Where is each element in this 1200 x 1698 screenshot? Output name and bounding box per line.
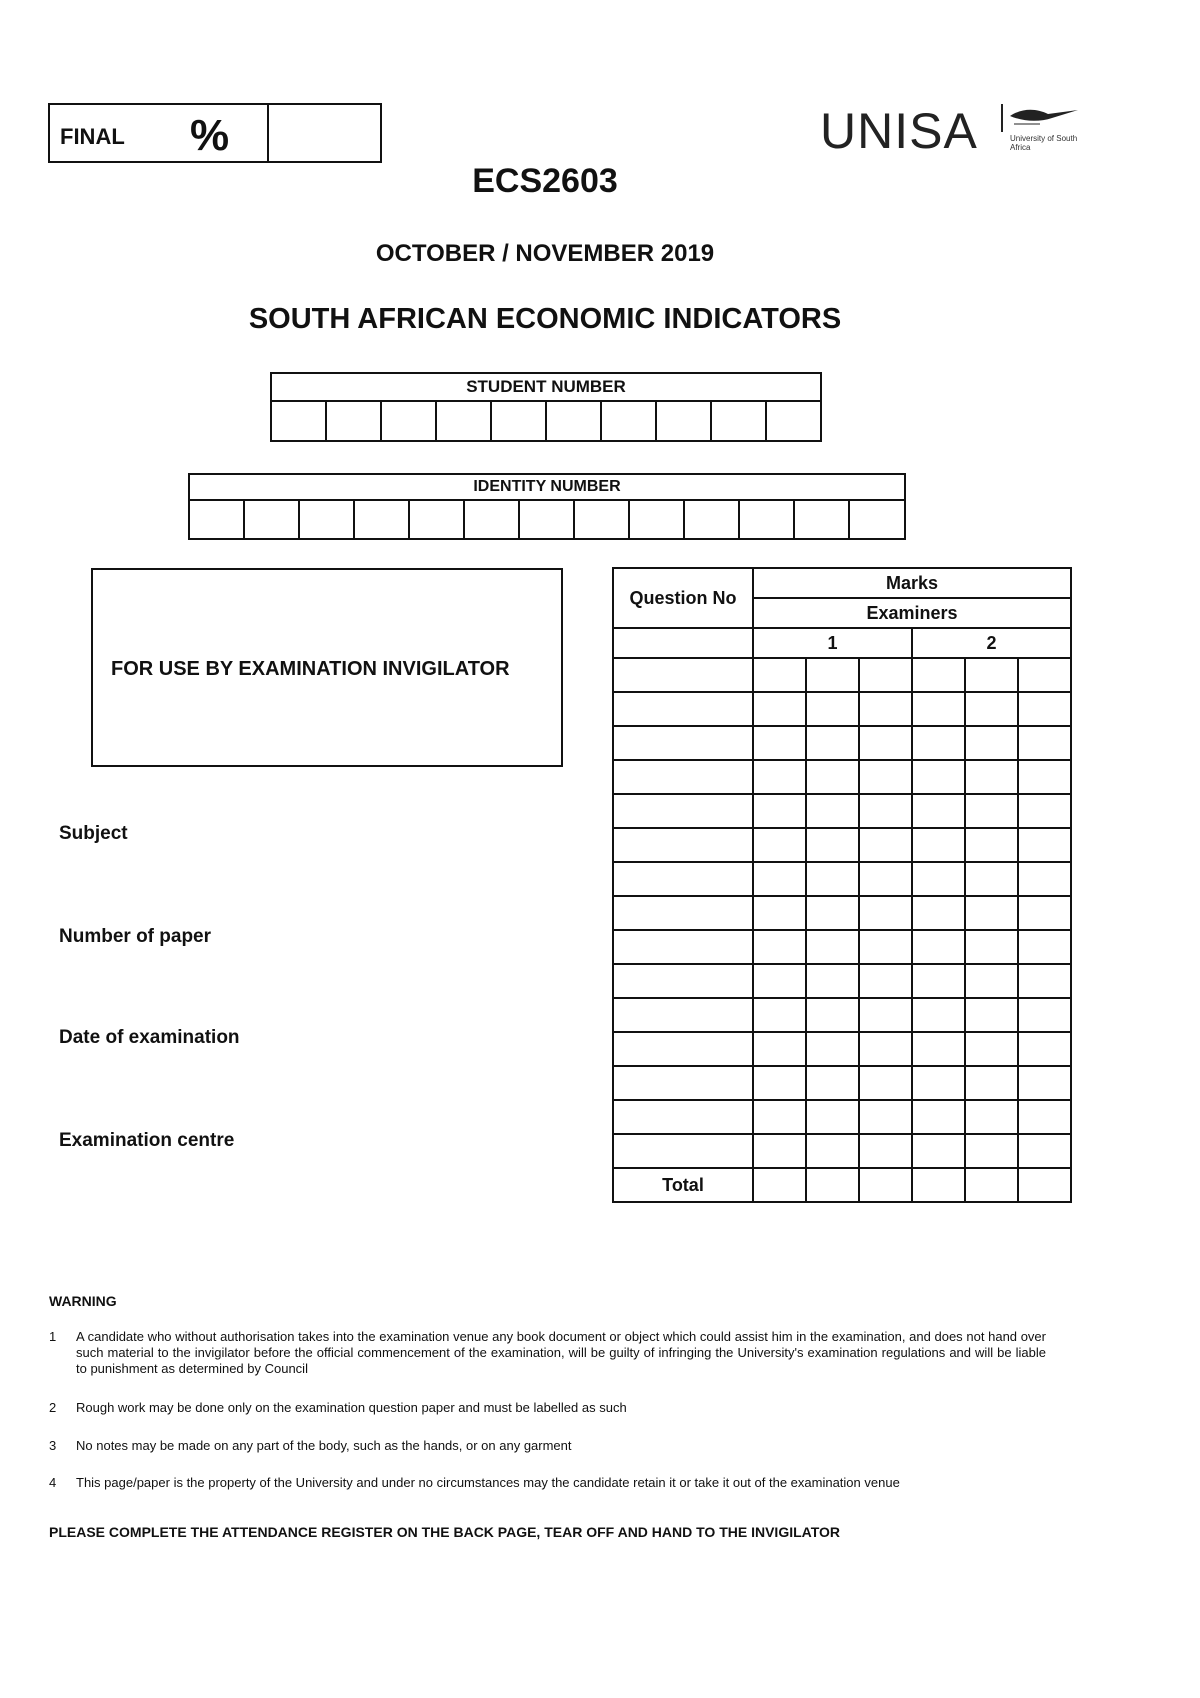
mark-cell[interactable] [753, 794, 806, 828]
unisa-logo [820, 98, 1080, 162]
mark-cell[interactable] [806, 692, 859, 726]
mark-cell[interactable] [859, 1134, 912, 1168]
paper-number-label: Number of paper [59, 926, 212, 947]
final-percent-box [48, 103, 382, 163]
mark-cell[interactable] [1018, 760, 1071, 794]
exam-title: SOUTH AFRICAN ECONOMIC INDICATORS [248, 303, 842, 335]
mark-cell[interactable] [859, 726, 912, 760]
logo-subtitle: University of South Africa [1010, 134, 1078, 152]
mark-cell[interactable] [912, 862, 965, 896]
marks-header: Marks [753, 568, 1071, 598]
mark-cell[interactable] [1018, 692, 1071, 726]
total-row [613, 1168, 1071, 1202]
mark-cell[interactable] [753, 828, 806, 862]
mark-cell[interactable] [965, 828, 1018, 862]
mark-cell[interactable] [965, 1066, 1018, 1100]
mark-cell[interactable] [806, 794, 859, 828]
marks-row [613, 1066, 1071, 1100]
logo-wordmark: UNISA [820, 103, 978, 159]
marks-row [613, 896, 1071, 930]
mark-cell[interactable] [1018, 1134, 1071, 1168]
mark-cell[interactable] [753, 862, 806, 896]
mark-cell[interactable] [859, 862, 912, 896]
mark-cell[interactable] [912, 1134, 965, 1168]
mark-cell[interactable] [1018, 998, 1071, 1032]
mark-cell[interactable] [965, 964, 1018, 998]
identity-number-grid [188, 473, 906, 540]
mark-cell[interactable] [859, 760, 912, 794]
total-label: Total [613, 1168, 753, 1202]
mark-cell[interactable] [965, 794, 1018, 828]
invigilator-label: FOR USE BY EXAMINATION INVIGILATOR [111, 658, 510, 680]
marks-row [613, 794, 1071, 828]
question-cell[interactable] [613, 1134, 753, 1168]
marks-table [612, 567, 1072, 1203]
mark-cell[interactable] [1018, 726, 1071, 760]
mark-cell[interactable] [806, 760, 859, 794]
mark-cell[interactable] [859, 1032, 912, 1066]
mark-cell[interactable] [965, 1032, 1018, 1066]
mark-cell[interactable] [912, 794, 965, 828]
mark-cell[interactable] [912, 1066, 965, 1100]
marks-row [613, 1134, 1071, 1168]
total-mark-cell[interactable] [1018, 1168, 1071, 1202]
percent-symbol: % [190, 111, 230, 160]
student-number-digit[interactable] [546, 401, 601, 441]
mark-cell[interactable] [753, 1066, 806, 1100]
mark-cell[interactable] [965, 998, 1018, 1032]
warning-item-number: 3 [49, 1438, 57, 1453]
question-cell[interactable] [613, 998, 753, 1032]
mark-cell[interactable] [753, 1100, 806, 1134]
mark-cell[interactable] [912, 760, 965, 794]
mark-cell[interactable] [859, 692, 912, 726]
identity-number-digit[interactable] [519, 500, 574, 539]
mark-cell[interactable] [965, 692, 1018, 726]
student-number-digit[interactable] [326, 401, 381, 441]
marks-row [613, 828, 1071, 862]
mark-cell[interactable] [912, 658, 965, 692]
student-number-grid [270, 372, 822, 442]
mark-cell[interactable] [859, 998, 912, 1032]
warning-item-number: 1 [49, 1329, 57, 1344]
subject-label: Subject [59, 823, 128, 844]
mark-cell[interactable] [753, 760, 806, 794]
student-number-digit[interactable] [271, 401, 326, 441]
mark-cell[interactable] [806, 1066, 859, 1100]
mark-cell[interactable] [806, 930, 859, 964]
total-mark-cell[interactable] [753, 1168, 806, 1202]
mark-cell[interactable] [965, 896, 1018, 930]
examiner-2-header: 2 [912, 628, 1071, 658]
mark-cell[interactable] [912, 964, 965, 998]
identity-number-digit[interactable] [464, 500, 519, 539]
mark-cell[interactable] [859, 1100, 912, 1134]
marks-row [613, 862, 1071, 896]
question-cell[interactable] [613, 1066, 753, 1100]
mark-cell[interactable] [753, 658, 806, 692]
marks-row [613, 930, 1071, 964]
mark-cell[interactable] [1018, 794, 1071, 828]
question-cell[interactable] [613, 896, 753, 930]
warning-title: WARNING [49, 1293, 117, 1309]
mark-cell[interactable] [753, 930, 806, 964]
question-cell[interactable] [613, 726, 753, 760]
mark-cell[interactable] [912, 1032, 965, 1066]
mark-cell[interactable] [965, 862, 1018, 896]
question-cell[interactable] [613, 862, 753, 896]
mark-cell[interactable] [965, 760, 1018, 794]
student-number-digit[interactable] [381, 401, 436, 441]
mark-cell[interactable] [1018, 930, 1071, 964]
mark-cell[interactable] [806, 828, 859, 862]
mark-cell[interactable] [859, 658, 912, 692]
total-mark-cell[interactable] [859, 1168, 912, 1202]
question-cell[interactable] [613, 964, 753, 998]
mark-cell[interactable] [859, 1066, 912, 1100]
mark-cell[interactable] [965, 726, 1018, 760]
mark-cell[interactable] [912, 1100, 965, 1134]
identity-number-digit[interactable] [684, 500, 739, 539]
question-cell[interactable] [613, 930, 753, 964]
marks-row [613, 658, 1071, 692]
mark-cell[interactable] [806, 964, 859, 998]
marks-row [613, 964, 1071, 998]
question-cell[interactable] [613, 658, 753, 692]
attendance-register-note: PLEASE COMPLETE THE ATTENDANCE REGISTER ON THE BACK PAGE, TEAR OFF AND HAND TO THE INVIGILATOR [49, 1524, 841, 1540]
mark-cell[interactable] [753, 1134, 806, 1168]
question-cell[interactable] [613, 1100, 753, 1134]
marks-row [613, 692, 1071, 726]
question-cell[interactable] [613, 1032, 753, 1066]
mark-cell[interactable] [1018, 828, 1071, 862]
mark-cell[interactable] [753, 964, 806, 998]
mark-cell[interactable] [912, 726, 965, 760]
exam-centre-label: Examination centre [59, 1130, 235, 1151]
final-label: FINAL [60, 124, 125, 149]
identity-number-label: IDENTITY NUMBER [189, 474, 905, 500]
mark-cell[interactable] [912, 998, 965, 1032]
identity-number-digit[interactable] [409, 500, 464, 539]
mark-cell[interactable] [753, 692, 806, 726]
student-number-label: STUDENT NUMBER [271, 373, 821, 401]
question-cell[interactable] [613, 794, 753, 828]
student-number-digit[interactable] [601, 401, 656, 441]
identity-number-digit[interactable] [739, 500, 794, 539]
mark-cell[interactable] [912, 692, 965, 726]
mark-cell[interactable] [859, 896, 912, 930]
identity-number-digit[interactable] [574, 500, 629, 539]
warning-item-text: Rough work may be done only on the examination question paper and must be labelled as such [76, 1400, 627, 1415]
identity-number-digit[interactable] [244, 500, 299, 539]
mark-cell[interactable] [806, 726, 859, 760]
mark-cell[interactable] [753, 998, 806, 1032]
identity-number-digit[interactable] [299, 500, 354, 539]
student-number-digit[interactable] [656, 401, 711, 441]
student-number-digit[interactable] [711, 401, 766, 441]
identity-number-digit[interactable] [189, 500, 244, 539]
mark-cell[interactable] [1018, 1032, 1071, 1066]
mark-cell[interactable] [965, 1100, 1018, 1134]
identity-number-digit[interactable] [794, 500, 849, 539]
examiner-1-header: 1 [753, 628, 912, 658]
student-number-digit[interactable] [766, 401, 821, 441]
examiners-header: Examiners [753, 598, 1071, 628]
identity-number-digit[interactable] [849, 500, 905, 539]
identity-number-digit[interactable] [354, 500, 409, 539]
mark-cell[interactable] [806, 658, 859, 692]
final-label-cell [50, 105, 269, 161]
mark-cell[interactable] [806, 1032, 859, 1066]
bird-logo-icon [1000, 102, 1082, 134]
mark-cell[interactable] [806, 896, 859, 930]
mark-cell[interactable] [1018, 896, 1071, 930]
question-cell[interactable] [613, 828, 753, 862]
mark-cell[interactable] [859, 828, 912, 862]
warning-item-text: This page/paper is the property of the University and under no circumstances may the candidate retain it or take it out of the examination venue [76, 1475, 900, 1490]
mark-cell[interactable] [1018, 964, 1071, 998]
mark-cell[interactable] [912, 930, 965, 964]
student-number-digit[interactable] [491, 401, 546, 441]
mark-cell[interactable] [1018, 862, 1071, 896]
mark-cell[interactable] [806, 1134, 859, 1168]
identity-number-digit[interactable] [629, 500, 684, 539]
mark-cell[interactable] [806, 862, 859, 896]
mark-cell[interactable] [965, 1134, 1018, 1168]
warning-item-text: No notes may be made on any part of the body, such as the hands, or on any garment [76, 1438, 572, 1453]
mark-cell[interactable] [753, 726, 806, 760]
marks-row [613, 760, 1071, 794]
student-number-digit[interactable] [436, 401, 491, 441]
mark-cell[interactable] [859, 930, 912, 964]
exam-session: OCTOBER / NOVEMBER 2019 [375, 240, 715, 267]
course-code: ECS2603 [472, 162, 618, 200]
total-mark-cell[interactable] [806, 1168, 859, 1202]
marks-row [613, 1100, 1071, 1134]
mark-cell[interactable] [859, 794, 912, 828]
warning-item-number: 2 [49, 1400, 57, 1415]
mark-cell[interactable] [806, 998, 859, 1032]
mark-cell[interactable] [753, 1032, 806, 1066]
warning-item-number: 4 [49, 1475, 57, 1490]
final-mark-entry[interactable] [269, 105, 380, 161]
mark-cell[interactable] [965, 658, 1018, 692]
marks-row [613, 726, 1071, 760]
mark-cell[interactable] [753, 896, 806, 930]
mark-cell[interactable] [912, 828, 965, 862]
total-mark-cell[interactable] [965, 1168, 1018, 1202]
mark-cell[interactable] [1018, 1066, 1071, 1100]
marks-row [613, 998, 1071, 1032]
mark-cell[interactable] [1018, 1100, 1071, 1134]
exam-date-label: Date of examination [59, 1027, 240, 1048]
question-cell[interactable] [613, 760, 753, 794]
invigilator-box [91, 568, 563, 767]
total-mark-cell[interactable] [912, 1168, 965, 1202]
mark-cell[interactable] [912, 896, 965, 930]
question-number-subheader [613, 628, 753, 658]
question-cell[interactable] [613, 692, 753, 726]
warning-item-text: A candidate who without authorisation takes into the examination venue any book document or object which could assist him in the examination, and does not hand over such material to the invigilator before the official commencement of the examination, will be guilty of infringing the University's examination regulations and will be liable to punishment as determined by Council [76, 1329, 1046, 1376]
marks-row [613, 1032, 1071, 1066]
mark-cell[interactable] [806, 1100, 859, 1134]
mark-cell[interactable] [1018, 658, 1071, 692]
mark-cell[interactable] [965, 930, 1018, 964]
question-number-header: Question No [613, 568, 753, 628]
mark-cell[interactable] [859, 964, 912, 998]
